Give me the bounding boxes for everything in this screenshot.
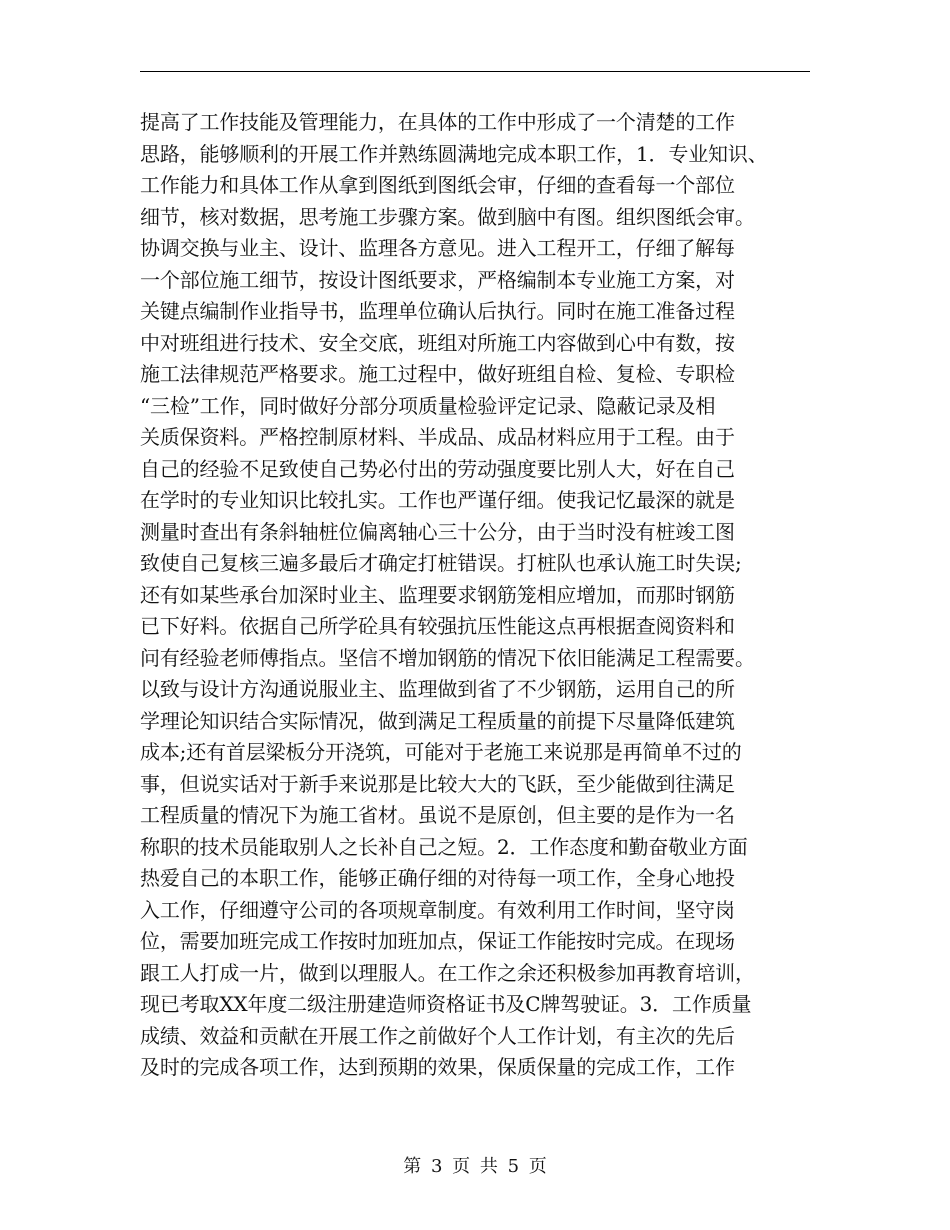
text-line: 一个部位施工细节，按设计图纸要求，严格编制本专业施工方案，对 bbox=[140, 267, 735, 292]
text-line: 还有如某些承台加深时业主、监理要求钢筋笼相应增加，而那时钢筋 bbox=[140, 582, 735, 607]
text-line: 位，需要加班完成工作按时加班加点，保证工作能按时完成。在现场 bbox=[140, 929, 735, 953]
text-line: 细节，核对数据，思考施工步骤方案。做到脑中有图。组织图纸会审。 bbox=[140, 204, 755, 229]
text-line: 称职的技术员能取别人之长补自己之短。2．工作态度和勤奋敬业方面 bbox=[140, 834, 748, 859]
text-line: 致使自己复核三遍多最后才确定打桩错误。打桩队也承认施工时失误; bbox=[140, 551, 742, 575]
text-line: 已下好料。依据自己所学砼具有较强抗压性能这点再根据查阅资料和 bbox=[140, 614, 735, 638]
text-line: 成本;还有首层梁板分开浇筑，可能对于老施工来说那是再简单不过的 bbox=[140, 740, 742, 764]
text-line: 问有经验老师傅指点。坚信不增加钢筋的情况下依旧能满足工程需要。 bbox=[140, 645, 755, 670]
text-line: 学理论知识结合实际情况，做到满足工程质量的前提下尽量降低建筑 bbox=[140, 708, 735, 733]
body-text bbox=[140, 107, 815, 1084]
text-line: 自己的经验不足致使自己势必付出的劳动强度要比别人大，好在自己 bbox=[140, 456, 735, 481]
text-line: 协调交换与业主、设计、监理各方意见。进入工程开工，仔细了解每 bbox=[140, 236, 735, 260]
text-line: 关键点编制作业指导书，监理单位确认后执行。同时在施工准备过程 bbox=[140, 299, 735, 323]
header-rule bbox=[140, 71, 810, 72]
text-line: 入工作，仔细遵守公司的各项规章制度。有效利用工作时间，坚守岗 bbox=[140, 897, 735, 922]
text-line: 成绩、效益和贡献在开展工作之前做好个人工作计划，有主次的先后 bbox=[140, 1023, 735, 1048]
text-line: 现已考取XX年度二级注册建造师资格证书及C牌驾驶证。3．工作质量 bbox=[140, 992, 752, 1016]
text-line: 关质保资料。严格控制原材料、半成品、成品材料应用于工程。由于 bbox=[140, 425, 735, 449]
text-line: 施工法律规范严格要求。施工过程中，做好班组自检、复检、专职检 bbox=[140, 362, 735, 386]
text-line: 提高了工作技能及管理能力，在具体的工作中形成了一个清楚的工作 bbox=[140, 110, 735, 134]
text-line: 工作能力和具体工作从拿到图纸到图纸会审，仔细的查看每一个部位 bbox=[140, 173, 735, 197]
text-line: 在学时的专业知识比较扎实。工作也严谨仔细。使我记忆最深的就是 bbox=[140, 488, 735, 512]
page-footer: 第 3 页 共 5 页 bbox=[403, 1156, 547, 1177]
text-line: 事，但说实话对于新手来说那是比较大大的飞跃，至少能做到往满足 bbox=[140, 771, 735, 796]
text-line: 思路，能够顺利的开展工作并熟练圆满地完成本职工作，1．专业知识、 bbox=[140, 141, 768, 166]
text-line: 热爱自己的本职工作，能够正确仔细的对待每一项工作，全身心地投 bbox=[140, 866, 735, 890]
text-line: 以致与设计方沟通说服业主、监理做到省了不少钢筋，运用自己的所 bbox=[140, 677, 735, 701]
text-line: 工程质量的情况下为施工省材。虽说不是原创，但主要的是作为一名 bbox=[140, 803, 735, 827]
text-line: 测量时查出有条斜轴桩位偏离轴心三十公分，由于当时没有桩竣工图 bbox=[140, 519, 735, 544]
text-line: 中对班组进行技术、安全交底，班组对所施工内容做到心中有数，按 bbox=[140, 330, 735, 355]
text-line: “三检”工作，同时做好分部分项质量检验评定记录、隐蔽记录及相 bbox=[140, 393, 716, 418]
text-line: 及时的完成各项工作，达到预期的效果，保质保量的完成工作，工作 bbox=[140, 1055, 735, 1079]
text-line: 跟工人打成一片，做到以理服人。在工作之余还积极参加再教育培训， bbox=[140, 960, 755, 985]
